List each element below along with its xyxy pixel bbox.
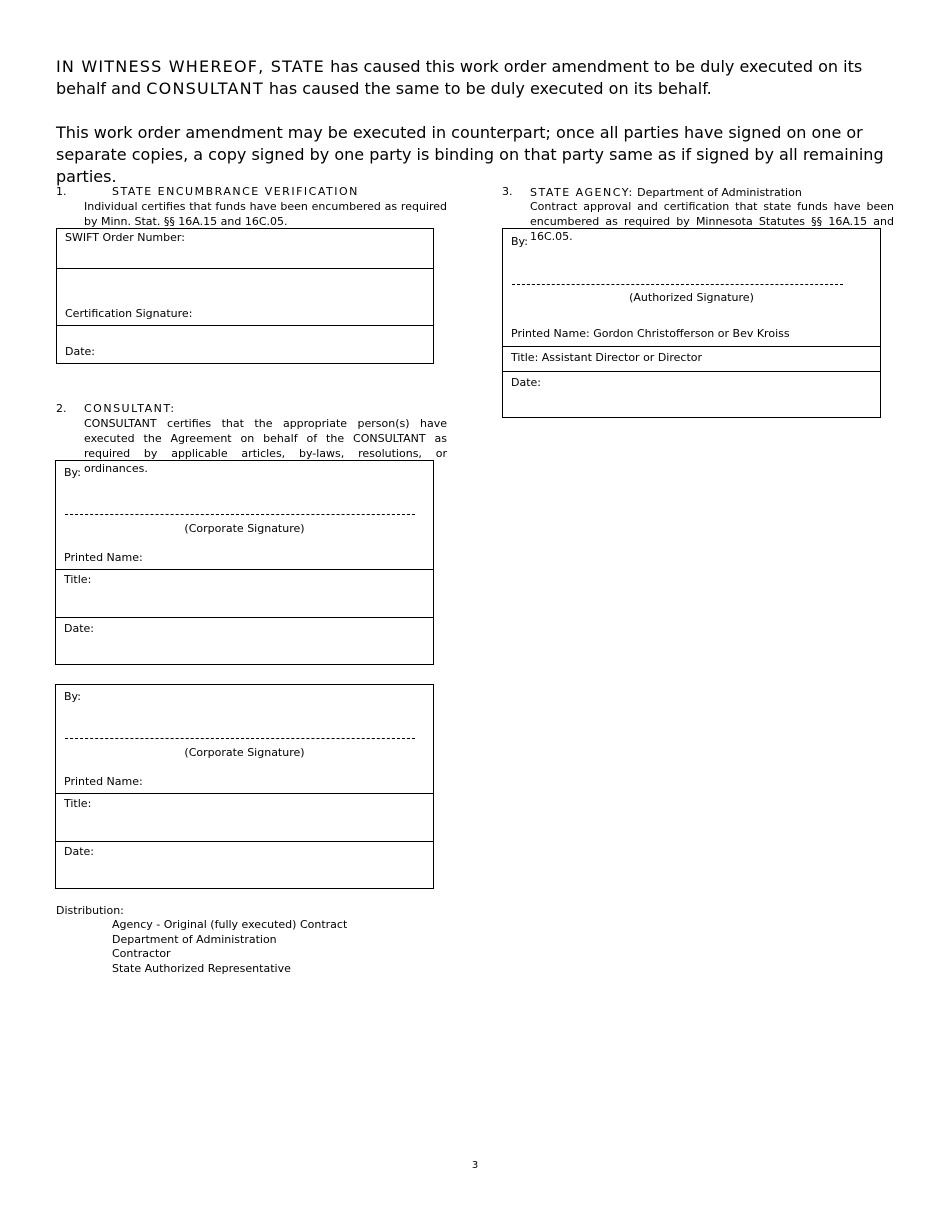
agency-date-label: Date: (511, 376, 541, 389)
section1-date-field[interactable] (57, 325, 433, 364)
consultant-title-field[interactable] (56, 569, 433, 617)
counterpart-paragraph: This work order amendment may be executed in counterpart; once all parties have signed on one or separate copies, a copy signed by one party is binding on that party same as if signed by all remaining parties. (56, 123, 884, 186)
authorized-signature-caption: (Authorized Signature) (629, 291, 754, 304)
signature-line (65, 514, 415, 515)
agency-printed-name: Printed Name: Gordon Christofferson or Bev Kroiss (511, 327, 790, 340)
witness-text-1: has caused this work order amendment to be duly executed on its behalf and (56, 57, 863, 98)
consultant-by-field[interactable] (56, 461, 433, 569)
agency-date-field[interactable] (503, 371, 880, 418)
section1-date-label: Date: (65, 345, 95, 358)
corporate-signature-caption: (Corporate Signature) (184, 522, 305, 535)
date-label: Date: (64, 622, 94, 635)
swift-order-label: SWIFT Order Number: (65, 231, 185, 244)
date-label: Date: (64, 845, 94, 858)
agency-title-field (503, 346, 880, 371)
witness-paragraph (56, 56, 896, 100)
distribution-item: State Authorized Representative (112, 961, 291, 975)
by-label: By: (64, 466, 81, 479)
section1-description: Individual certifies that funds have been encumbered as required by Minn. Stat. §§ 16A.15 and 16C.05. (84, 200, 447, 228)
section2-description: CONSULTANT certifies that the appropriate person(s) have executed the Agreement on behalf of the CONSULTANT as required by applicable articles, by-laws, resolutions, or ordinances. (84, 417, 447, 475)
distribution-heading: Distribution: (56, 904, 124, 917)
section2-title: CONSULTANT: (84, 402, 176, 415)
printed-name-label: Printed Name: (64, 551, 143, 564)
swift-order-field[interactable] (57, 229, 433, 268)
agency-by-field[interactable] (503, 229, 880, 346)
encumbrance-box (56, 228, 434, 364)
signature-line (65, 738, 415, 739)
certification-signature-field[interactable] (57, 268, 433, 325)
section2-number: 2. (56, 402, 67, 415)
certification-signature-label: Certification Signature: (65, 307, 193, 320)
section3-agency-name: Department of Administration (633, 186, 802, 199)
printed-name-label: Printed Name: (64, 775, 143, 788)
title-label: Title: (64, 797, 92, 810)
consultant-date-field[interactable] (56, 617, 433, 665)
section1-title: STATE ENCUMBRANCE VERIFICATION (112, 185, 359, 198)
distribution-list (112, 918, 347, 976)
distribution-item: Department of Administration (112, 932, 277, 946)
by-label: By: (64, 690, 81, 703)
section3-heading (530, 185, 802, 200)
witness-state: IN WITNESS WHEREOF, STATE (56, 57, 325, 76)
witness-consultant: CONSULTANT (146, 79, 264, 98)
section3-title: STATE AGENCY: (530, 186, 634, 199)
corporate-signature-caption: (Corporate Signature) (184, 746, 305, 759)
witness-text-2: has caused the same to be duly executed on its behalf. (263, 79, 712, 98)
consultant-title-field[interactable] (56, 793, 433, 841)
page-number: 3 (471, 1160, 479, 1171)
consultant-signature-box (55, 460, 434, 665)
agency-by-label: By: (511, 235, 528, 248)
title-label: Title: (64, 573, 92, 586)
section3-number: 3. (502, 185, 513, 198)
consultant-signature-box-2 (55, 684, 434, 889)
distribution-item: Agency - Original (fully executed) Contract (112, 918, 348, 931)
consultant-by-field[interactable] (56, 685, 433, 793)
consultant-date-field[interactable] (56, 841, 433, 889)
section3-description: Contract approval and certification that state funds have been encumbered as required by Minnesota Statutes §§ 16A.15 and 16C.05. (530, 200, 894, 243)
agency-signature-line (512, 284, 843, 285)
distribution-item: Contractor (112, 947, 171, 961)
section1-number: 1. (56, 185, 67, 198)
agency-title-text: Title: Assistant Director or Director (511, 351, 703, 364)
state-agency-box (502, 228, 881, 418)
